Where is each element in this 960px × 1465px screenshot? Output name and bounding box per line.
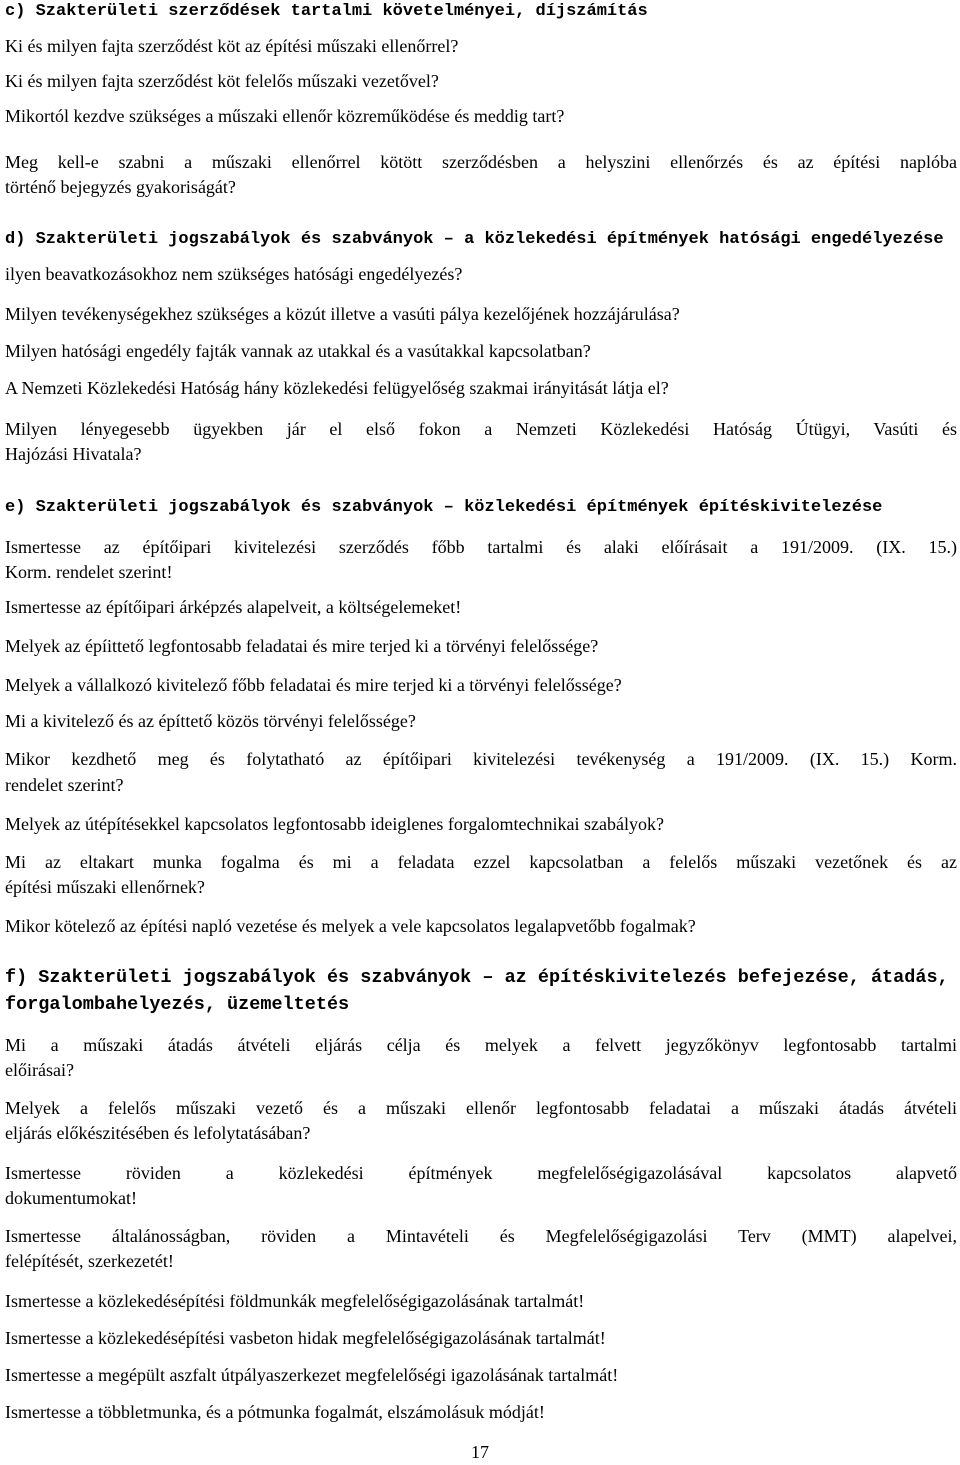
section-f-heading-cont: forgalombahelyezés, üzemeltetés: [5, 994, 350, 1015]
section-f-heading: f) Szakterületi jogszabályok és szabványok – az építéskivitelezés befejezése, átadás,: [5, 967, 949, 988]
question-line: Meg kell-e szabni a műszaki ellenőrrel kötött szerződésben a helyszini ellenőrzés és az építési naplóba: [5, 152, 957, 172]
question-line: Ismertesse a közlekedésépítési földmunkák megfelelőségigazolásának tartalmát!: [5, 1291, 585, 1311]
question-line: Hajózási Hivatala?: [5, 444, 142, 464]
question-line: Milyen hatósági engedély fajták vannak az utakkal és a vasútakkal kapcsolatban?: [5, 341, 591, 361]
question-line: Mikor kötelező az építési napló vezetése és melyek a vele kapcsolatos legalapvetőbb fogalmak?: [5, 916, 696, 936]
question-line: Mikortól kezdve szükséges a műszaki ellenőr közreműködése és meddig tart?: [5, 106, 565, 126]
question-line: Ismertesse az építőipari árképzés alapelveit, a költségelemeket!: [5, 597, 462, 617]
question-line: Korm. rendelet szerint!: [5, 562, 173, 582]
question-line: Melyek az útépítésekkel kapcsolatos legfontosabb ideiglenes forgalomtechnikai szabályok?: [5, 814, 664, 834]
question-line: Milyen lényegesebb ügyekben jár el első fokon a Nemzeti Közlekedési Hatóság Útügyi, Vasúti és: [5, 419, 957, 439]
question-line: építési műszaki ellenőrnek?: [5, 877, 205, 897]
question-line: Milyen tevékenységekhez szükséges a közút illetve a vasúti pálya kezelőjének hozzájárulása?: [5, 304, 680, 324]
question-line: Melyek a felelős műszaki vezető és a műszaki ellenőr legfontosabb feladatai a műszaki átadás átvételi: [5, 1098, 957, 1118]
question-line: Mikor kezdhető meg és folytatható az építőipari kivitelezési tevékenység a 191/2009. (IX. 15.) Korm.: [5, 749, 957, 769]
question-line: felépítését, szerkezetét!: [5, 1251, 174, 1271]
question-line: Mi a műszaki átadás átvételi eljárás célja és melyek a felvett jegyzőkönyv legfontosabb tartalmi: [5, 1035, 957, 1055]
page-number: 17: [471, 1442, 489, 1462]
question-line: Mi az eltakart munka fogalma és mi a feladata ezzel kapcsolatban a felelős műszaki vezetőnek és az: [5, 852, 957, 872]
question-line: történő bejegyzés gyakoriságát?: [5, 177, 236, 197]
question-line: Ismertesse a megépült aszfalt útpályaszerkezet megfelelőségi igazolásának tartalmát!: [5, 1365, 619, 1385]
question-line: előirásai?: [5, 1060, 74, 1080]
question-line: Ismertesse röviden a közlekedési építmények megfelelőségigazolásával kapcsolatos alapvető: [5, 1163, 957, 1183]
question-line: ilyen beavatkozásokhoz nem szükséges hatósági engedélyezés?: [5, 264, 463, 284]
question-line: Ismertesse a közlekedésépítési vasbeton hidak megfelelőségigazolásának tartalmát!: [5, 1328, 606, 1348]
question-line: Melyek az épíittető legfontosabb feladatai és mire terjed ki a törvényi felelőssége?: [5, 636, 599, 656]
question-line: Ismertesse az építőipari kivitelezési szerződés főbb tartalmi és alaki előírásait a 191/2009. (IX. 15.): [5, 537, 957, 557]
question-line: Ki és milyen fajta szerződést köt felelős műszaki vezetővel?: [5, 71, 439, 91]
question-line: Ismertesse általánosságban, röviden a Mintavételi és Megfelelőségigazolási Terv (MMT) alapelvei,: [5, 1226, 957, 1246]
question-line: dokumentumokat!: [5, 1188, 137, 1208]
question-line: Ki és milyen fajta szerződést köt az építési műszaki ellenőrrel?: [5, 36, 459, 56]
question-line: Mi a kivitelező és az építtető közös törvényi felelőssége?: [5, 711, 416, 731]
question-line: rendelet szerint?: [5, 775, 124, 795]
section-d-heading: d) Szakterületi jogszabályok és szabványok – a közlekedési építmények hatósági engedélyezése: [5, 230, 944, 249]
question-line: Ismertesse a többletmunka, és a pótmunka fogalmát, elszámolásuk módját!: [5, 1402, 545, 1422]
question-line: eljárás előkészitésében és lefolytatásában?: [5, 1123, 311, 1143]
question-line: Melyek a vállalkozó kivitelező főbb feladatai és mire terjed ki a törvényi felelőssége?: [5, 675, 622, 695]
question-line: A Nemzeti Közlekedési Hatóság hány közlekedési felügyelőség szakmai irányitását látja el?: [5, 378, 669, 398]
section-e-heading: e) Szakterületi jogszabályok és szabványok – közlekedési építmények építéskivitelezése: [5, 498, 883, 517]
section-c-heading: c) Szakterületi szerződések tartalmi követelményei, díjszámítás: [5, 2, 648, 21]
